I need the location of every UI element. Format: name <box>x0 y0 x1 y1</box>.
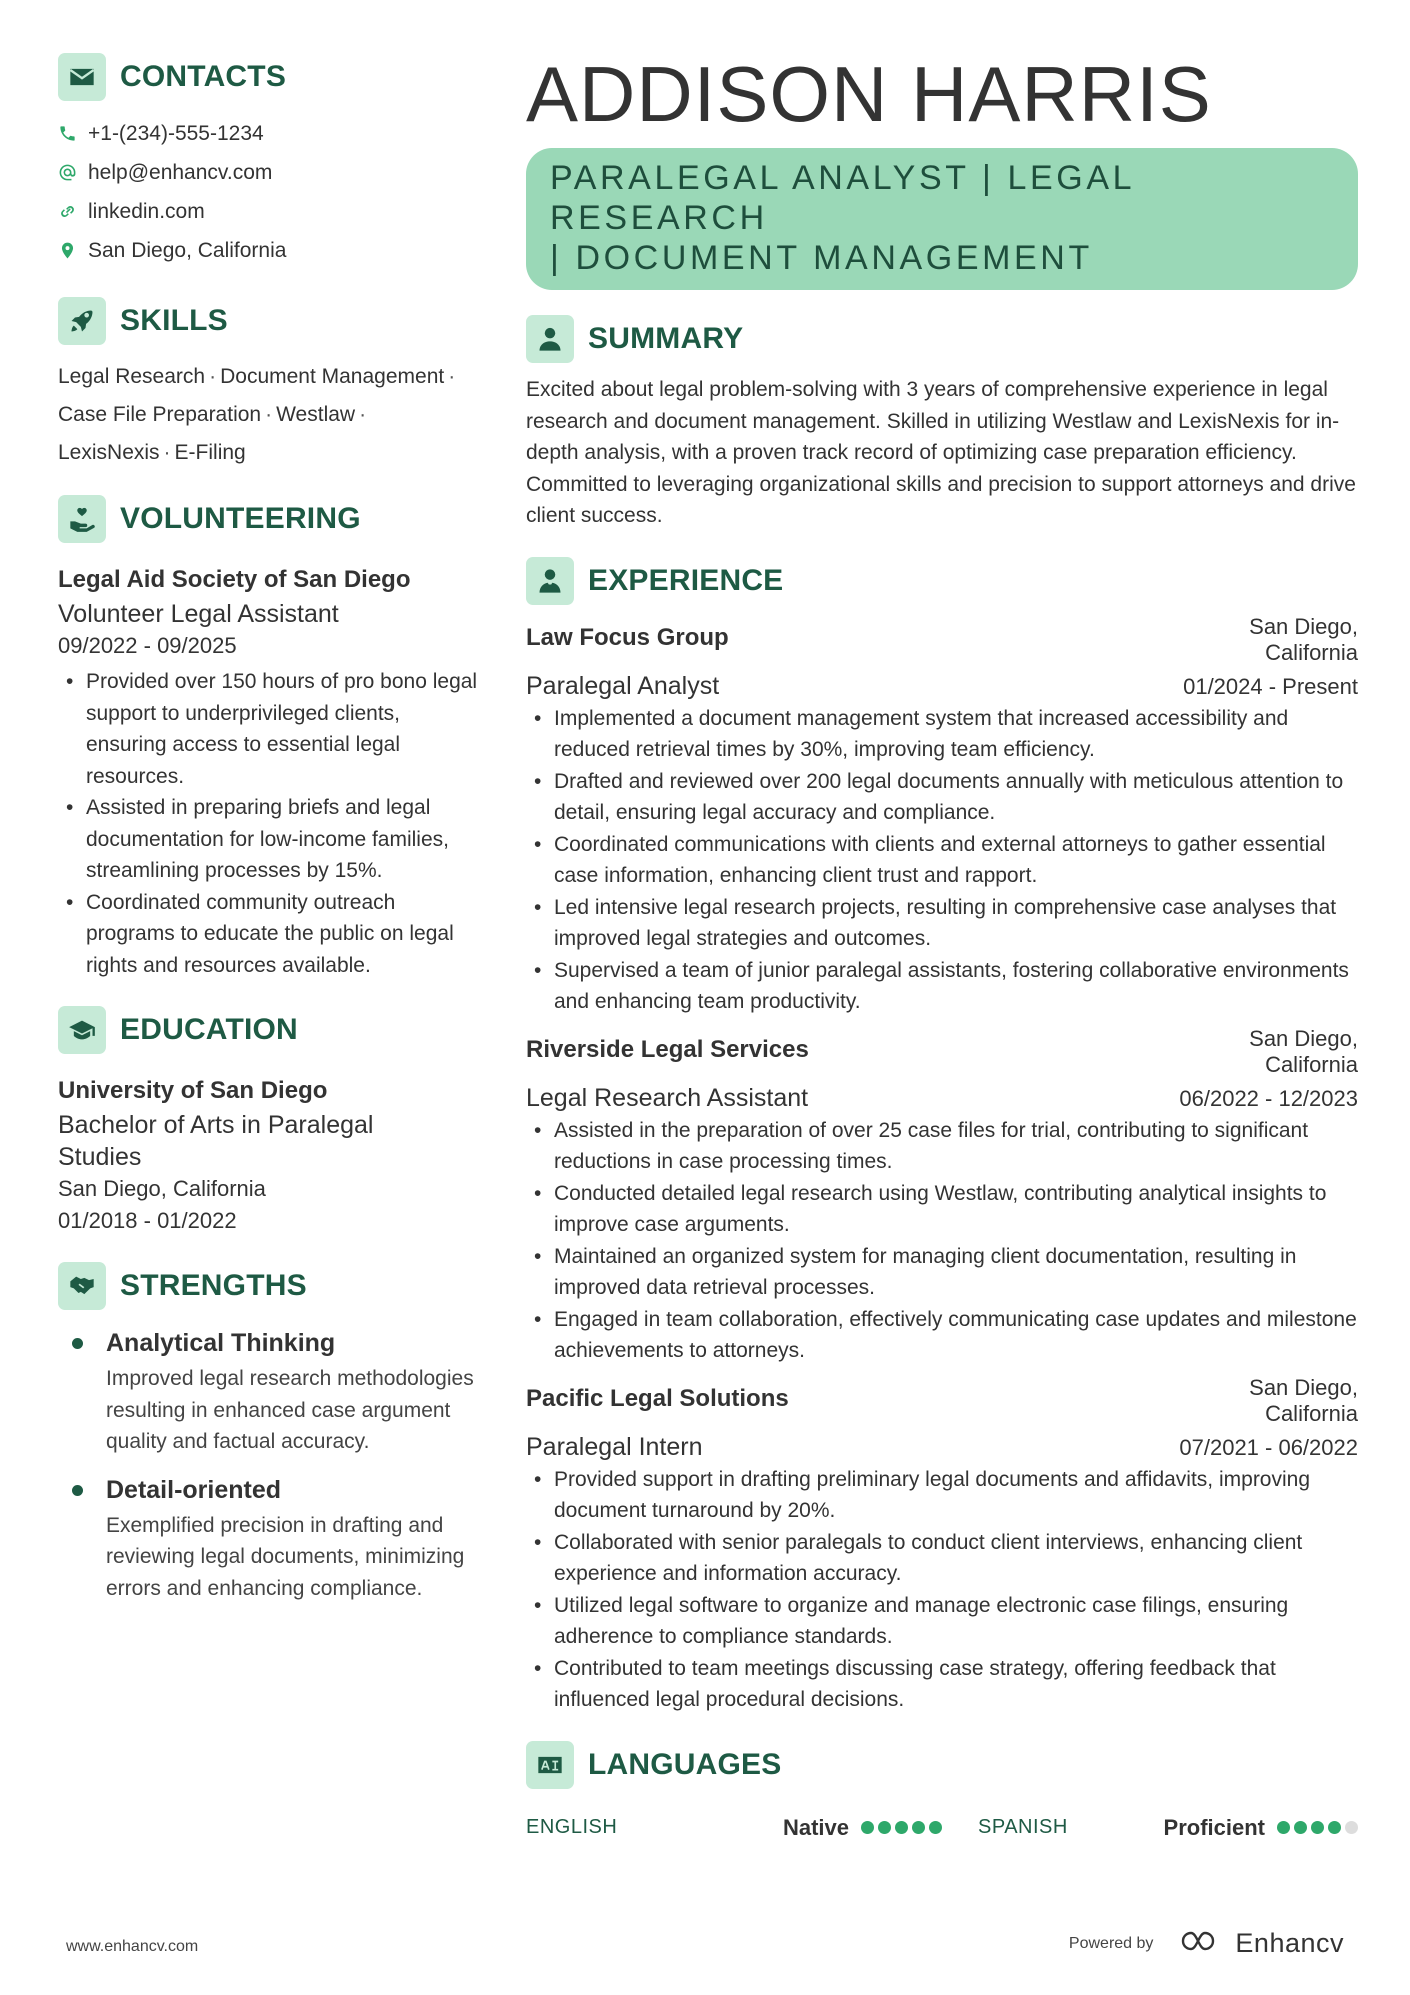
skills-title: SKILLS <box>120 304 228 337</box>
education-title: EDUCATION <box>120 1013 298 1046</box>
right-column <box>526 52 1358 1848</box>
job-location-line: California <box>1265 1051 1358 1077</box>
rating-dot <box>1311 1821 1324 1834</box>
job-location <box>1249 1375 1358 1427</box>
rating-dot <box>912 1821 925 1834</box>
strengths-list <box>58 1325 483 1604</box>
rating-dot <box>895 1821 908 1834</box>
job-role: Legal Research Assistant <box>526 1083 809 1112</box>
footer-website[interactable]: www.enhancv.com <box>66 1938 199 1955</box>
list-item: • Contributed to team meetings discussing case strategy, offering feedback that influenced legal procedural decisions. <box>526 1653 1358 1716</box>
list-item: • Implemented a document management system that increased accessibility and reduced retrieval times by 30%, improving team efficiency. <box>526 703 1358 766</box>
handshake-icon <box>58 1262 106 1310</box>
volunteer-role: Volunteer Legal Assistant <box>58 600 339 628</box>
enhancv-logo-icon <box>1179 1928 1225 1959</box>
rating-dot <box>1328 1821 1341 1834</box>
strength-title: Detail-oriented <box>58 1472 483 1508</box>
volunteer-dates: 09/2022 - 09/2025 <box>58 633 237 658</box>
list-item: • Provided support in drafting preliminary legal documents and affidavits, improving document turnaround by 20%. <box>526 1464 1358 1527</box>
experience-header <box>526 556 1358 606</box>
rating-dot <box>878 1821 891 1834</box>
contacts-title: CONTACTS <box>120 60 287 93</box>
list-item: • Supervised a team of junior paralegal assistants, fostering collaborative environments and enhancing team productivity. <box>526 955 1358 1018</box>
rating-dot <box>1277 1821 1290 1834</box>
job-company: Pacific Legal Solutions <box>526 1384 789 1412</box>
strength-desc: Exemplified precision in drafting and reviewing legal documents, minimizing errors and enhancing compliance. <box>106 1513 465 1600</box>
contact-phone[interactable] <box>58 114 483 153</box>
person-icon <box>526 315 574 363</box>
title-line-1: PARALEGAL ANALYST | LEGAL RESEARCH <box>550 159 1134 237</box>
language-item <box>526 1815 942 1841</box>
contact-linkedin[interactable] <box>58 192 483 231</box>
phone-text: +1-(234)-555-1234 <box>88 121 264 145</box>
language-icon <box>526 1741 574 1789</box>
envelope-icon <box>58 53 106 101</box>
list-item: • Engaged in team collaboration, effectively communicating case updates and milestone achievements to attorneys. <box>526 1304 1358 1367</box>
job-company: Law Focus Group <box>526 623 729 651</box>
job-dates: 07/2021 - 06/2022 <box>1179 1434 1358 1460</box>
location-pin-icon <box>58 241 88 260</box>
phone-icon <box>58 124 88 143</box>
list-item: • Coordinated community outreach programs to educate the public on legal rights and resources available. <box>58 887 483 982</box>
list-item: • Led intensive legal research projects, resulting in comprehensive case analyses that improved legal strategies and outcomes. <box>526 892 1358 955</box>
language-name: SPANISH <box>978 1816 1068 1838</box>
volunteer-bullets <box>58 666 483 981</box>
email-text: help@enhancv.com <box>88 160 273 184</box>
job-location-line: San Diego, <box>1249 613 1358 639</box>
education-degree: Bachelor of Arts in Paralegal Studies <box>58 1111 374 1171</box>
list-item: • Maintained an organized system for managing client documentation, resulting in improved data retrieval processes. <box>526 1241 1358 1304</box>
language-rating <box>861 1821 942 1834</box>
brand-name: Enhancv <box>1235 1928 1344 1958</box>
job-dates: 01/2024 - Present <box>1183 673 1358 699</box>
rating-dot <box>1294 1821 1307 1834</box>
education-header <box>58 1005 483 1055</box>
job-location <box>1249 1026 1358 1078</box>
skill-item: Westlaw <box>276 403 356 426</box>
education-school: University of San Diego <box>58 1077 328 1104</box>
volunteering-title: VOLUNTEERING <box>120 502 361 535</box>
strengths-header <box>58 1261 483 1311</box>
job-bullets <box>526 1115 1358 1367</box>
job-entry <box>526 1375 1358 1716</box>
contacts-header <box>58 52 483 102</box>
contact-email[interactable] <box>58 153 483 192</box>
linkedin-text: linkedin.com <box>88 199 205 223</box>
title-banner <box>526 148 1358 290</box>
skill-item: E-Filing <box>174 441 246 464</box>
job-location-line: California <box>1265 1400 1358 1426</box>
language-level: Native <box>782 1814 849 1840</box>
education-location: San Diego, California <box>58 1176 266 1201</box>
education-dates: 01/2018 - 01/2022 <box>58 1208 237 1233</box>
language-name: ENGLISH <box>526 1816 618 1838</box>
skill-item: Legal Research <box>58 365 206 388</box>
job-bullets <box>526 1464 1358 1716</box>
summary-title: SUMMARY <box>588 322 744 355</box>
location-text: San Diego, California <box>88 238 287 262</box>
language-item <box>942 1815 1358 1841</box>
volunteering-header <box>58 494 483 544</box>
list-item: • Conducted detailed legal research using Westlaw, contributing analytical insights to improve case arguments. <box>526 1178 1358 1241</box>
rating-dot <box>861 1821 874 1834</box>
languages-title: LANGUAGES <box>588 1747 782 1781</box>
list-item: • Assisted in the preparation of over 25 case files for trial, contributing to significant reductions in case processing times. <box>526 1115 1358 1178</box>
strength-desc: Improved legal research methodologies resulting in enhanced case argument quality and factual accuracy. <box>106 1367 474 1453</box>
volunteer-org: Legal Aid Society of San Diego <box>58 566 411 593</box>
volunteering-entry <box>58 566 483 981</box>
hand-heart-icon <box>58 495 106 543</box>
at-icon <box>58 163 88 182</box>
education-entry <box>58 1077 483 1237</box>
rocket-icon <box>58 297 106 345</box>
list-item: • Drafted and reviewed over 200 legal documents annually with meticulous attention to detail, ensuring legal accuracy and compliance. <box>526 766 1358 829</box>
contacts-list <box>58 114 483 270</box>
experience-title: EXPERIENCE <box>588 563 784 597</box>
job-location-line: San Diego, <box>1249 1374 1358 1400</box>
strength-item <box>58 1325 483 1458</box>
skill-item: Case File Preparation <box>58 403 262 426</box>
summary-header <box>526 314 1358 364</box>
language-rating <box>1277 1821 1358 1834</box>
link-icon <box>58 202 88 221</box>
skill-item: LexisNexis <box>58 441 160 464</box>
job-dates: 06/2022 - 12/2023 <box>1179 1085 1358 1111</box>
list-item: • Assisted in preparing briefs and legal documentation for low-income families, streamlining processes by 15%. <box>58 792 483 887</box>
list-item: • Utilized legal software to organize and manage electronic case filings, ensuring adherence to compliance standards. <box>526 1590 1358 1653</box>
languages-header <box>526 1740 1358 1790</box>
language-level: Proficient <box>1163 1814 1265 1840</box>
footer-branding[interactable] <box>1069 1928 1344 1959</box>
languages-list <box>526 1808 1358 1848</box>
list-item: • Coordinated communications with clients and external attorneys to gather essential case information, enhancing client trust and rapport. <box>526 829 1358 892</box>
skills-header <box>58 296 483 346</box>
strength-title: Analytical Thinking <box>58 1325 483 1361</box>
job-role: Paralegal Intern <box>526 1432 703 1461</box>
person-tie-icon <box>526 557 574 605</box>
job-location-line: San Diego, <box>1249 1025 1358 1051</box>
job-company: Riverside Legal Services <box>526 1035 809 1063</box>
summary-text: Excited about legal problem-solving with 3 years of comprehensive experience in legal research and document management. Skilled in utilizing Westlaw and LexisNexis for in-depth analysis, with a proven track record of optimizing case preparation efficiency. Committed to leveraging organizational skills and precision to support attorneys and drive client success. <box>526 378 1356 527</box>
rating-dot <box>1345 1821 1358 1834</box>
title-line-2: | DOCUMENT MANAGEMENT <box>550 239 1093 277</box>
powered-by-text: Powered by <box>1068 1934 1154 1952</box>
job-role: Paralegal Analyst <box>526 671 720 700</box>
strengths-title: STRENGTHS <box>120 1269 307 1302</box>
job-bullets <box>526 703 1358 1018</box>
list-item: • Collaborated with senior paralegals to conduct client interviews, enhancing client experience and information accuracy. <box>526 1527 1358 1590</box>
candidate-name: ADDISON HARRIS <box>526 50 1212 138</box>
job-location-line: California <box>1265 639 1358 665</box>
skill-item: Document Management <box>220 365 445 388</box>
graduation-cap-icon <box>58 1006 106 1054</box>
job-entry <box>526 614 1358 1018</box>
skills-list: Legal Research · Document Management · Case File Preparation · Westlaw · LexisNexis · E-Filing <box>58 365 456 464</box>
left-column <box>58 52 483 1604</box>
strength-item <box>58 1472 483 1605</box>
job-entry <box>526 1026 1358 1367</box>
list-item: • Provided over 150 hours of pro bono legal support to underprivileged clients, ensuring access to essential legal resources. <box>58 666 483 792</box>
contact-location <box>58 231 483 270</box>
rating-dot <box>929 1821 942 1834</box>
job-location <box>1249 614 1358 666</box>
